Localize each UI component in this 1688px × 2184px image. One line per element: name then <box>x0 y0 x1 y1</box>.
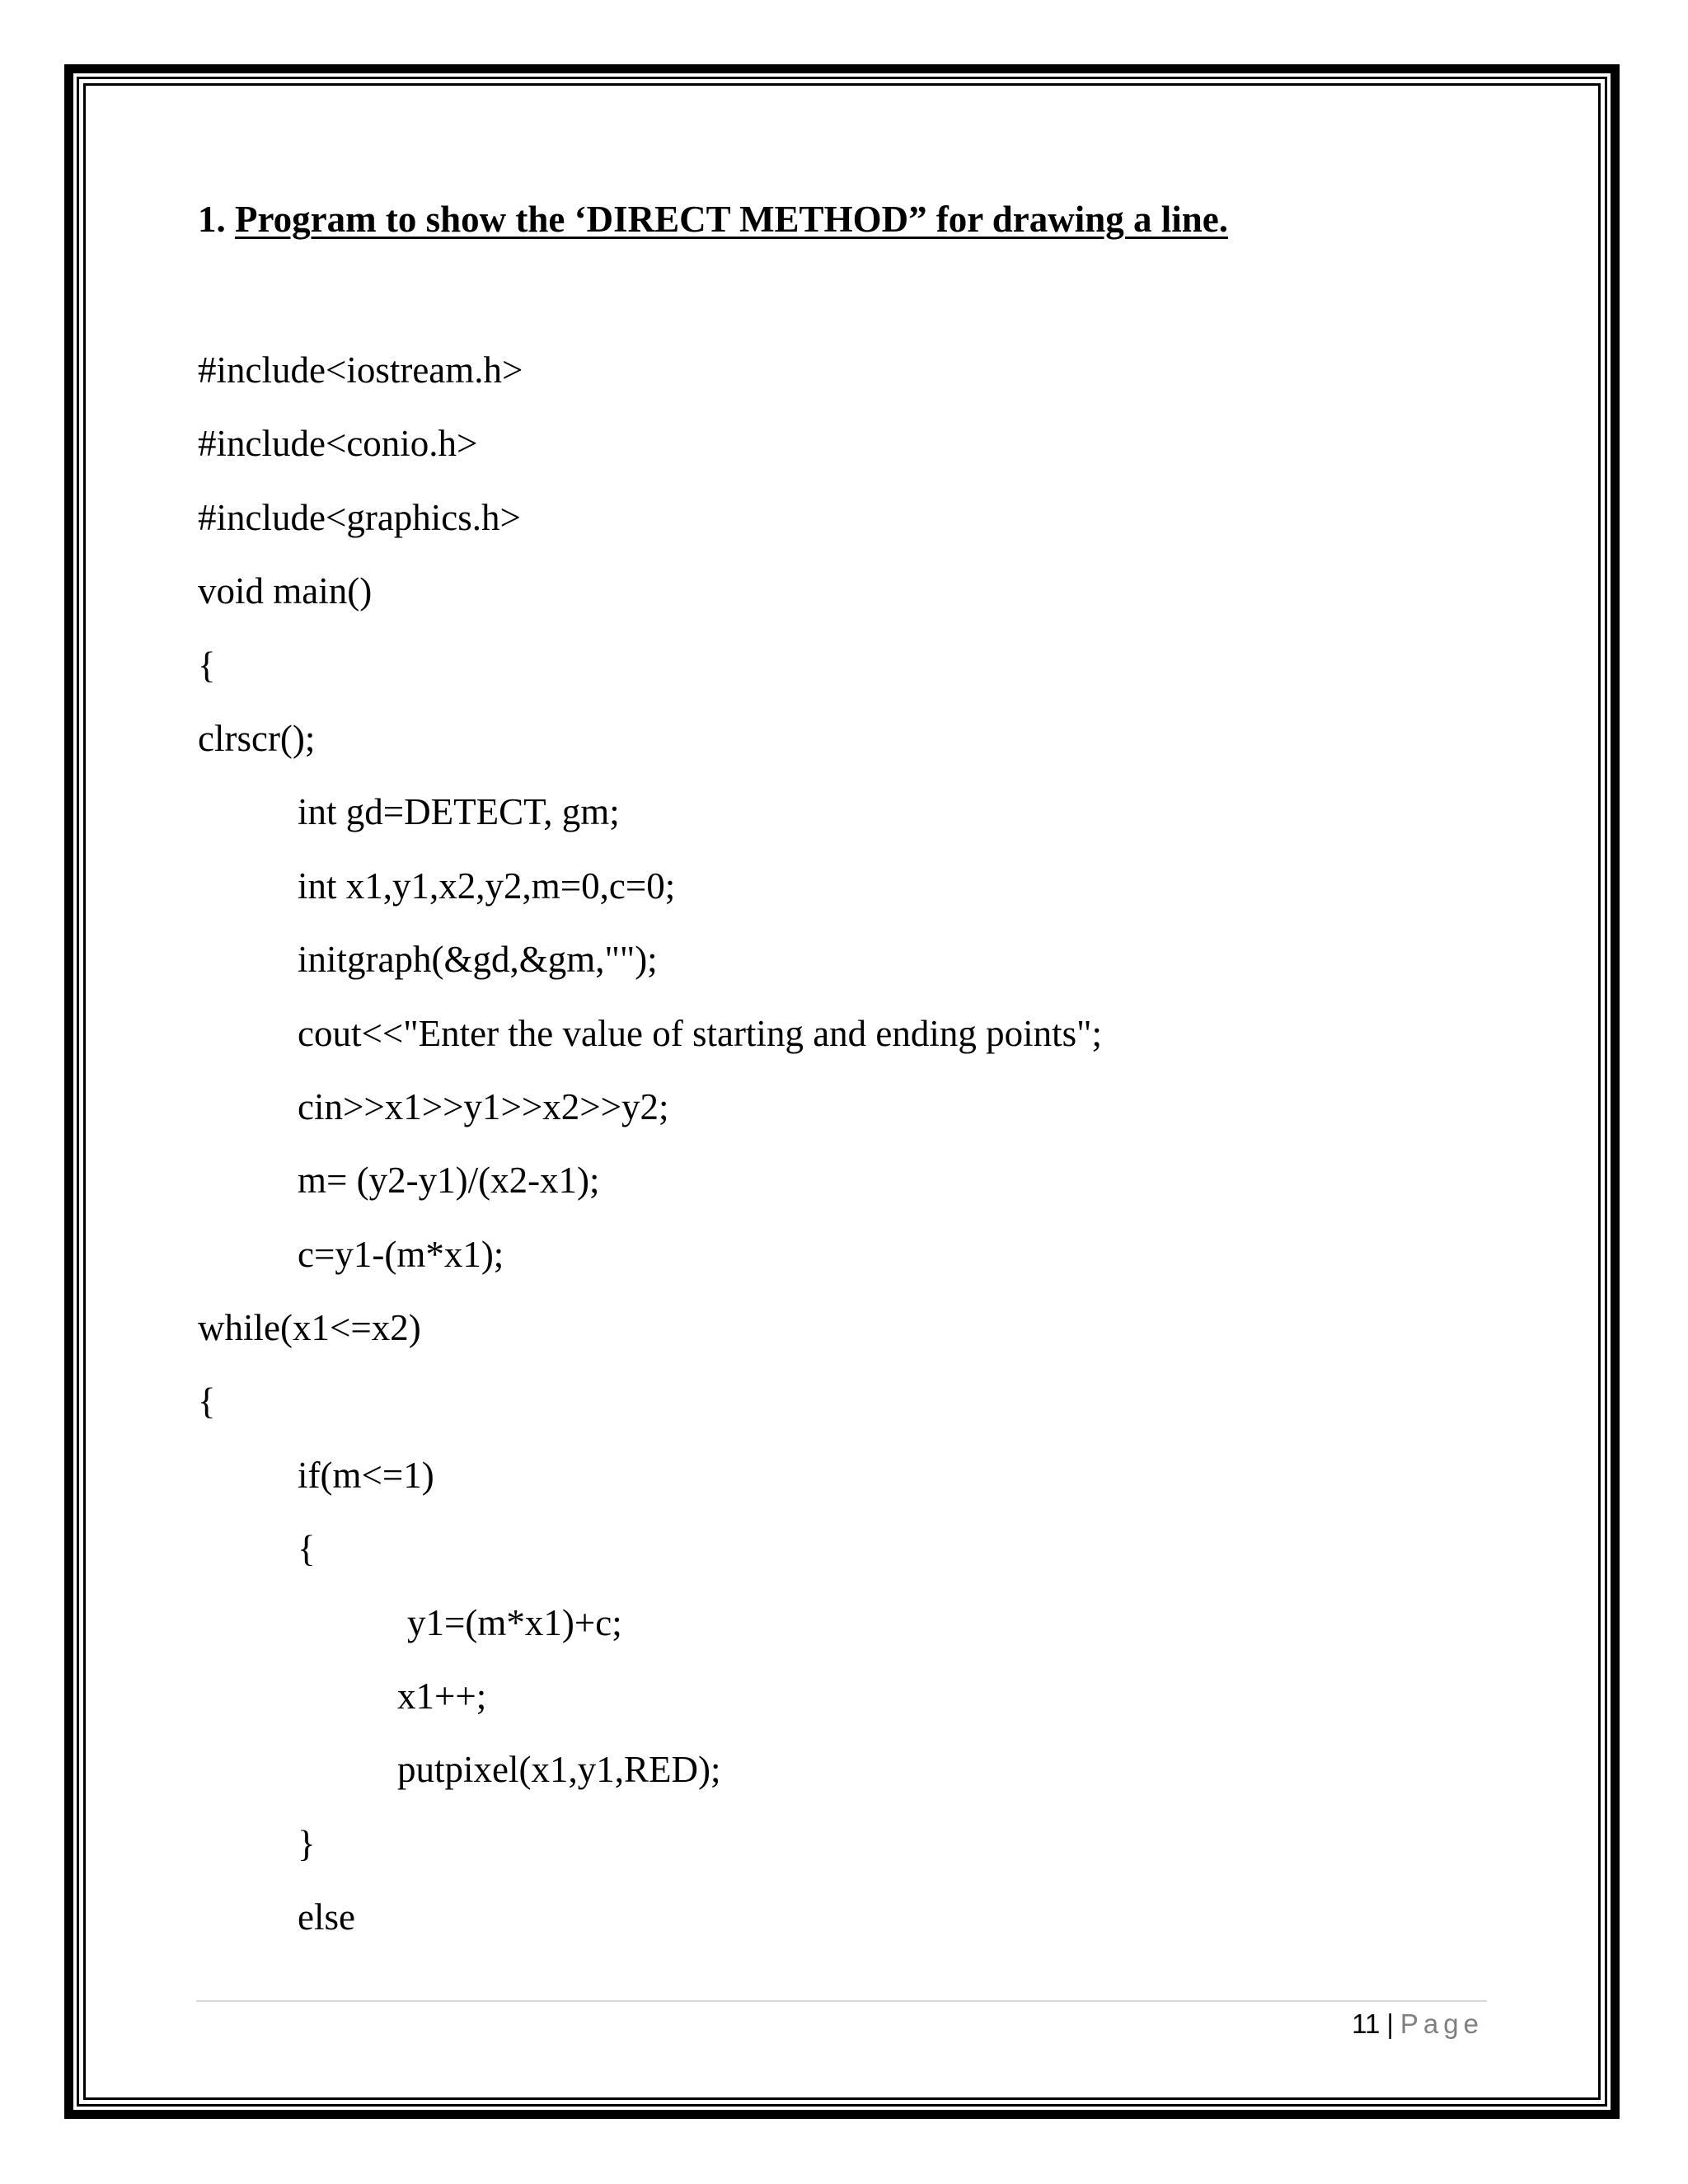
code-line: } <box>298 1822 316 1864</box>
heading-number: 1. <box>198 199 226 240</box>
code-line: if(m<=1) <box>298 1454 434 1496</box>
code-line: x1++; <box>397 1675 487 1718</box>
heading-title: Program to show the ‘DIRECT METHOD” for drawing a line. <box>235 199 1229 240</box>
code-line: cin>>x1>>y1>>x2>>y2; <box>298 1085 669 1127</box>
page-label: Page <box>1400 2008 1484 2039</box>
code-line: while(x1<=x2) <box>198 1307 421 1349</box>
code-line: c=y1-(m*x1); <box>298 1233 504 1275</box>
code-line: { <box>198 644 216 686</box>
code-line: #include<graphics.h> <box>198 496 521 538</box>
code-listing <box>198 340 1484 1961</box>
code-line: initgraph(&gd,&gm,""); <box>298 939 658 981</box>
page-footer <box>1352 2006 1484 2042</box>
code-line: int gd=DETECT, gm; <box>298 791 620 833</box>
code-line: { <box>198 1380 216 1422</box>
footer-separator: | <box>1386 2008 1394 2039</box>
code-line: else <box>298 1896 355 1938</box>
code-line: { <box>298 1528 316 1570</box>
code-line: y1=(m*x1)+c; <box>407 1601 622 1643</box>
code-line: clrscr(); <box>198 717 316 759</box>
code-line: putpixel(x1,y1,RED); <box>397 1749 721 1791</box>
code-line: cout<<"Enter the value of starting and ending points"; <box>298 1012 1103 1054</box>
code-line: int x1,y1,x2,y2,m=0,c=0; <box>298 865 676 907</box>
code-line: void main() <box>198 570 373 612</box>
code-line: #include<iostream.h> <box>198 349 523 391</box>
code-line: m= (y2-y1)/(x2-x1); <box>298 1160 600 1202</box>
code-line: #include<conio.h> <box>198 423 478 465</box>
section-heading <box>198 194 1228 244</box>
footer-divider <box>196 2000 1487 2002</box>
page-number: 11 <box>1352 2008 1381 2039</box>
